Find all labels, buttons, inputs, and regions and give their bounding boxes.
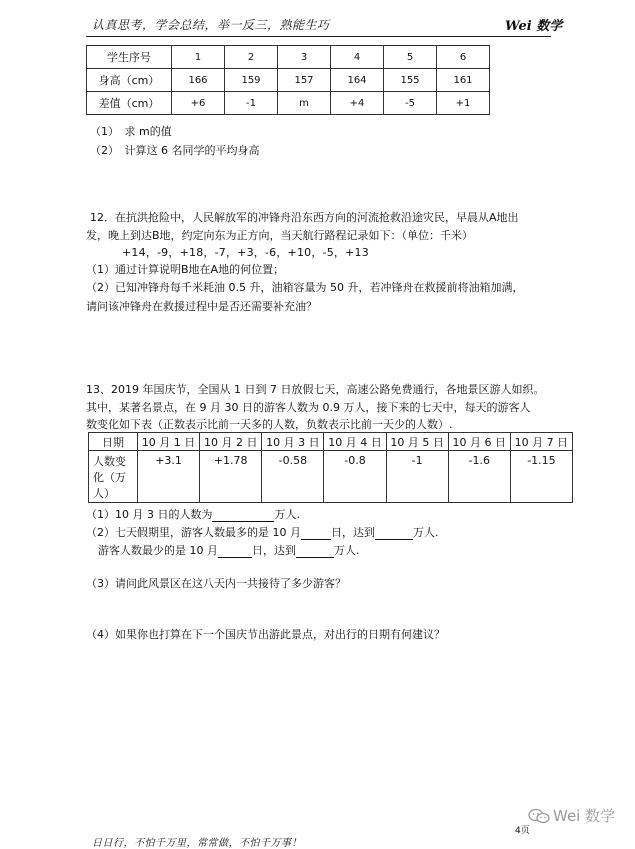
q12-sub2b: 请问该冲锋舟在救援过程中是否还需要补充油？ bbox=[86, 300, 317, 313]
table-cell: +6 bbox=[172, 92, 225, 115]
table-row bbox=[87, 92, 490, 115]
q13-sub2-second bbox=[98, 542, 360, 558]
q12-sequence: +14，-9，+18，-7，+3，-6，+10，-5，+13 bbox=[122, 246, 369, 259]
answer-blank[interactable] bbox=[375, 527, 413, 540]
answer-blank[interactable] bbox=[212, 509, 274, 522]
visitor-table bbox=[88, 432, 573, 503]
table-cell: 161 bbox=[437, 69, 490, 92]
answer-blank[interactable] bbox=[301, 527, 331, 540]
q13-sub2-mid: 日，达到 bbox=[331, 526, 375, 539]
table-cell: 159 bbox=[225, 69, 278, 92]
q13-sub1-prompt: （1）10 月 3 日的人数为 bbox=[86, 508, 213, 521]
table-cell: 164 bbox=[331, 69, 384, 92]
q13-sub1-unit: 万人. bbox=[274, 508, 300, 521]
table-cell: 10 月 4 日 bbox=[324, 433, 386, 451]
row-header: 学生序号 bbox=[87, 46, 172, 69]
q13-sub2d-mid: 日，达到 bbox=[252, 544, 296, 557]
table-cell: 5 bbox=[384, 46, 437, 69]
table-cell: 157 bbox=[278, 69, 331, 92]
table-cell: m bbox=[278, 92, 331, 115]
table-cell: -0.8 bbox=[324, 451, 386, 503]
q13-line1: 13、2019 年国庆节，全国从 1 日到 7 日放假七天，高速公路免费通行，各地景区游人如织。 bbox=[86, 383, 545, 396]
row-label-line: 人） bbox=[93, 487, 115, 500]
table-cell: -1 bbox=[386, 451, 448, 503]
table-cell: 2 bbox=[225, 46, 278, 69]
row-label-line: 人数变 bbox=[93, 455, 126, 468]
q11-sub2: （2） 计算这 6 名同学的平均身高 bbox=[90, 144, 260, 157]
table-cell: +4 bbox=[331, 92, 384, 115]
q13-sub2d-unit: 万人. bbox=[334, 544, 360, 557]
header-motto: 认真思考，学会总结，举一反三，熟能生巧 bbox=[92, 18, 330, 32]
table-cell: 10 月 2 日 bbox=[200, 433, 262, 451]
page-number: 4页 bbox=[515, 826, 530, 836]
q13-sub4: （4）如果你也打算在下一个国庆节出游此景点，对出行的日期有何建议？ bbox=[86, 628, 445, 641]
table-row bbox=[89, 451, 573, 503]
table-row bbox=[87, 46, 490, 69]
table-cell: 10 月 5 日 bbox=[386, 433, 448, 451]
table-cell: +3.1 bbox=[138, 451, 200, 503]
answer-blank[interactable] bbox=[218, 545, 252, 558]
answer-blank[interactable] bbox=[296, 545, 334, 558]
table-cell: -1 bbox=[225, 92, 278, 115]
table-cell: 6 bbox=[437, 46, 490, 69]
table-row bbox=[89, 433, 573, 451]
q13-sub3: （3）请问此风景区在这八天内一共接待了多少游客？ bbox=[86, 577, 346, 590]
q12-sub1: （1）通过计算说明B地在A地的何位置； bbox=[86, 263, 285, 276]
row-header: 身高（cm） bbox=[87, 69, 172, 92]
wechat-watermark bbox=[528, 805, 615, 826]
q13-sub1 bbox=[86, 506, 300, 522]
table-cell: -0.58 bbox=[262, 451, 324, 503]
table-cell: 155 bbox=[384, 69, 437, 92]
table-cell: -1.15 bbox=[510, 451, 572, 503]
q13-sub2 bbox=[86, 524, 439, 540]
row-header bbox=[89, 451, 138, 503]
q13-sub2-prompt: （2）七天假期里，游客人数最多的是 10 月 bbox=[86, 526, 301, 539]
table-cell: 10 月 7 日 bbox=[510, 433, 572, 451]
table-row bbox=[87, 69, 490, 92]
table-cell: 4 bbox=[331, 46, 384, 69]
table-cell: 10 月 3 日 bbox=[262, 433, 324, 451]
table-cell: 3 bbox=[278, 46, 331, 69]
q13-line3: 数变化如下表（正数表示比前一天多的人数，负数表示比前一天少的人数）. bbox=[86, 418, 453, 431]
table-cell: +1 bbox=[437, 92, 490, 115]
row-label-line: 化（万 bbox=[93, 471, 126, 484]
q12-line1: 12．在抗洪抢险中，人民解放军的冲锋舟沿东西方向的河流抢救沿途灾民，早晨从A地出 bbox=[90, 211, 519, 224]
header-divider bbox=[86, 36, 551, 37]
row-header: 差值（cm） bbox=[87, 92, 172, 115]
q12-sub2: （2）已知冲锋舟每千米耗油 0.5 升，油箱容量为 50 升，若冲锋舟在救援前将油箱加满， bbox=[86, 281, 524, 294]
q13-sub2-unit: 万人. bbox=[413, 526, 439, 539]
row-header: 日期 bbox=[89, 433, 138, 451]
header-brand: Wei 数学 bbox=[505, 19, 563, 34]
table-cell: 10 月 1 日 bbox=[138, 433, 200, 451]
q11-sub1: （1） 求 m的值 bbox=[90, 125, 172, 138]
footer-motto: 日日行，不怕千万里，常常做，不怕千万事！ bbox=[92, 838, 302, 849]
table-cell: -5 bbox=[384, 92, 437, 115]
wechat-icon bbox=[528, 808, 550, 824]
table-cell: -1.6 bbox=[448, 451, 510, 503]
q13-line2: 其中，某著名景点，在 9 月 30 日的游客人数为 0.9 万人，接下来的七天中，每天的游客人 bbox=[86, 401, 531, 414]
q13-sub2d-prompt: 游客人数最少的是 10 月 bbox=[98, 544, 218, 557]
height-table bbox=[86, 45, 490, 115]
wechat-label: Wei 数学 bbox=[553, 807, 616, 825]
table-cell: 1 bbox=[172, 46, 225, 69]
table-cell: 10 月 6 日 bbox=[448, 433, 510, 451]
q12-line2: 发，晚上到达B地，约定向东为正方向，当天航行路程记录如下：（单位：千米） bbox=[86, 229, 474, 242]
table-cell: +1.78 bbox=[200, 451, 262, 503]
table-cell: 166 bbox=[172, 69, 225, 92]
